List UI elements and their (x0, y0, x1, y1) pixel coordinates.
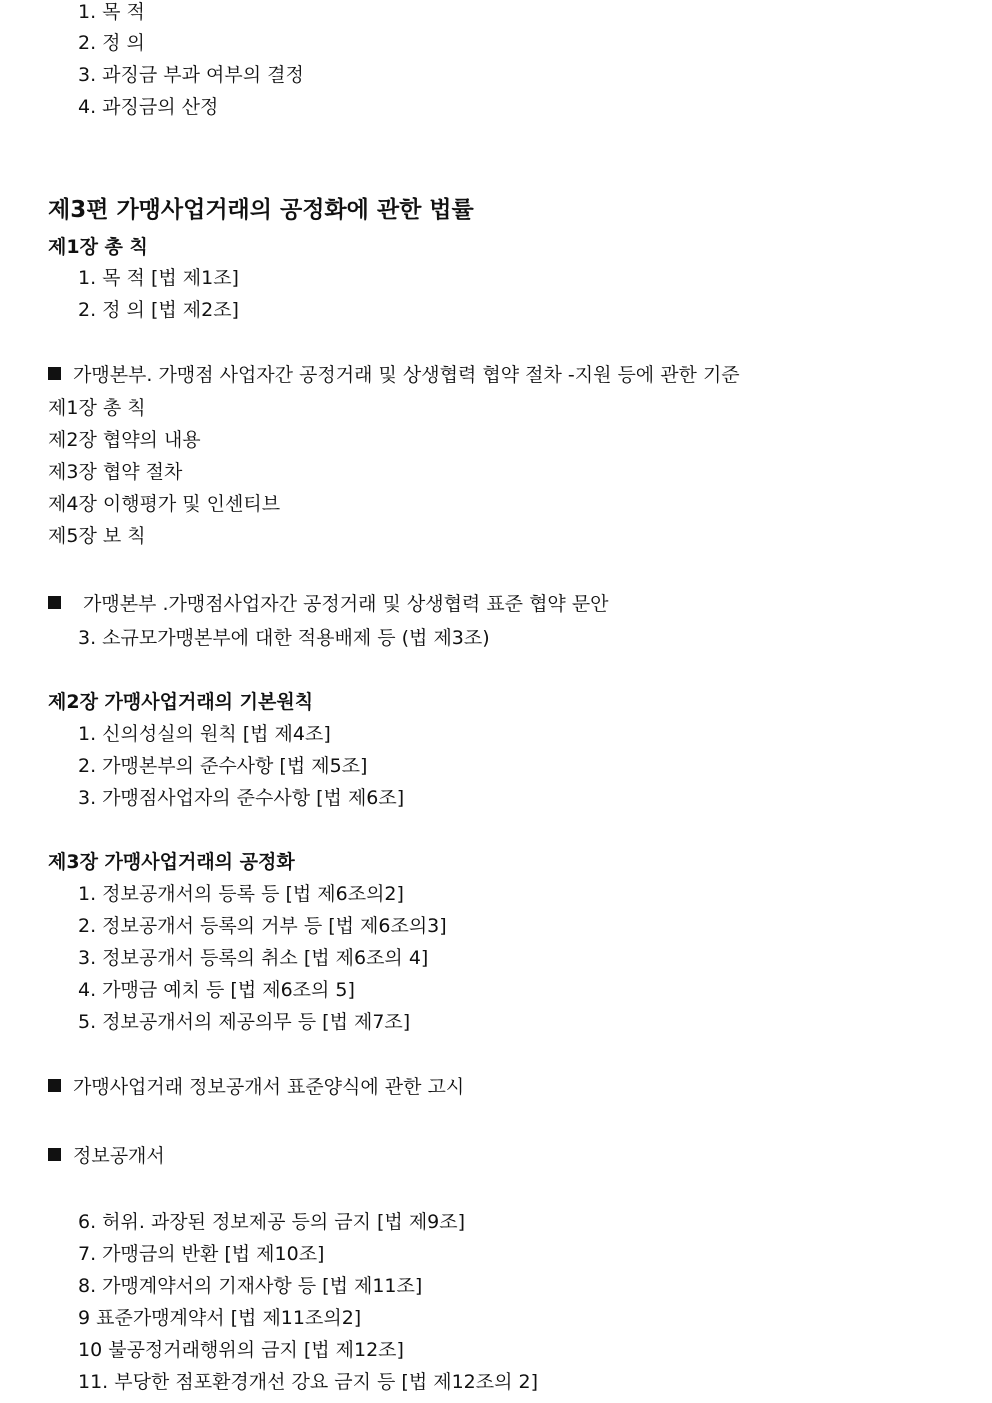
ch3-item: 3. 정보공개서 등록의 취소 [법 제6조의 4] (78, 947, 429, 969)
top-list-item: 3. 과징금 부과 여부의 결정 (78, 64, 304, 86)
square-bullet-icon (48, 596, 61, 609)
bottom-list-item: 11. 부당한 점포환경개선 강요 금지 등 [법 제12조의 2] (78, 1371, 538, 1393)
notice1-title: 가맹본부. 가맹점 사업자간 공정거래 및 상생협력 협약 절차 -지원 등에 관한 기준 (73, 364, 740, 386)
ch3-item: 4. 가맹금 예치 등 [법 제6조의 5] (78, 979, 355, 1001)
square-bullet-icon (48, 367, 61, 380)
ch1-item: 2. 정 의 [법 제2조] (78, 299, 239, 321)
square-bullet-icon (48, 1079, 61, 1092)
bottom-list-item: 8. 가맹계약서의 기재사항 등 [법 제11조] (78, 1275, 423, 1297)
notice1-chapter: 제4장 이행평가 및 인센티브 (48, 493, 281, 515)
notice1-heading (0, 363, 740, 387)
notice3-title: 가맹사업거래 정보공개서 표준양식에 관한 고시 (73, 1076, 465, 1098)
ch3-item: 2. 정보공개서 등록의 거부 등 [법 제6조의3] (78, 915, 447, 937)
notice2-heading (0, 592, 609, 616)
ch2-title: 제2장 가맹사업거래의 기본원칙 (48, 691, 314, 713)
bottom-list-item: 10 불공정거래행위의 금지 [법 제12조] (78, 1339, 404, 1361)
ch3-title: 제3장 가맹사업거래의 공정화 (48, 851, 295, 873)
part3-title: 제3편 가맹사업거래의 공정화에 관한 법률 (48, 197, 474, 223)
ch3-item: 5. 정보공개서의 제공의무 등 [법 제7조] (78, 1011, 411, 1033)
top-list-item: 2. 정 의 (78, 32, 145, 54)
bottom-list-item: 9 표준가맹계약서 [법 제11조의2] (78, 1307, 362, 1329)
square-bullet-icon (48, 1148, 61, 1161)
notice1-chapter: 제3장 협약 절차 (48, 461, 183, 483)
notice1-chapter: 제5장 보 칙 (48, 525, 146, 547)
top-list-item: 4. 과징금의 산정 (78, 96, 219, 118)
bottom-list-item: 6. 허위. 과장된 정보제공 등의 금지 [법 제9조] (78, 1211, 466, 1233)
notice1-chapter: 제1장 총 칙 (48, 397, 146, 419)
ch2-item: 2. 가맹본부의 준수사항 [법 제5조] (78, 755, 368, 777)
top-list-item: 1. 목 적 (78, 1, 145, 23)
ch2-item: 3. 가맹점사업자의 준수사항 [법 제6조] (78, 787, 405, 809)
bottom-list-item: 7. 가맹금의 반환 [법 제10조] (78, 1243, 325, 1265)
ch2-item: 1. 신의성실의 원칙 [법 제4조] (78, 723, 331, 745)
notice4-title: 정보공개서 (73, 1145, 165, 1167)
notice2-item: 3. 소규모가맹본부에 대한 적용배제 등 (법 제3조) (78, 627, 490, 649)
ch1-item: 1. 목 적 [법 제1조] (78, 267, 239, 289)
notice4-heading (0, 1144, 165, 1168)
notice2-title: 가맹본부 .가맹점사업자간 공정거래 및 상생협력 표준 협약 문안 (83, 593, 609, 615)
ch3-item: 1. 정보공개서의 등록 등 [법 제6조의2] (78, 883, 404, 905)
notice1-chapter: 제2장 협약의 내용 (48, 429, 201, 451)
ch1-title: 제1장 총 칙 (48, 236, 148, 258)
notice3-heading (0, 1075, 464, 1099)
